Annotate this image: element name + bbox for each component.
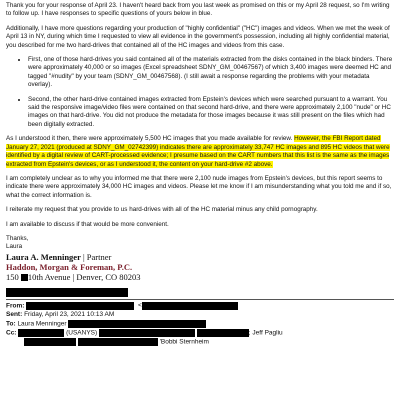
bobbi-name: 'Bobbi Sternheim [159, 339, 209, 346]
divider [6, 299, 394, 300]
sent-line [6, 311, 394, 320]
address-number: 150 [6, 271, 21, 282]
list-item: • Second, the other hard-drive contained images extracted from Epstein's devices which were searched pursuant to a warrant. You said the responsive image/video files were contained on that second hard-drive, and there were approximately 2,100 "nude" or HC images on that hard-drive. You did not produce the metadata for those images because it was still present on the files which had been digitally extracted. [28, 96, 394, 130]
redaction-block [197, 329, 249, 337]
highlighted-text: However, the FBI Report dated January 27, 2021 (produced at SDNY_GM_02742399) indicates there are approximately 33,747 HC images and 895 HC videos that were identified by a digital review of CART-processed evidence; I presume based on the CART numbers that this list is the same as the images extracted from Epstein's devices, or as I understood it, the content on your hard-drive #2 above. [6, 135, 390, 168]
to-label: To: [6, 320, 16, 328]
list-item: • First, one of those hard-drives you said contained all of the materials extracted from the disks contained in the black binders. There were approximately 40,000 or so images (Excel spreadsheet SDNY_GM_00467567) of which 3,400 images were deemed HC and tagged "#nudity" by your team (SDNY_GM_00467568). (I still await a response regarding the problems with your metadata overlay). [28, 56, 394, 90]
address-rest: 10th Avenue | Denver, CO 80203 [27, 271, 141, 282]
to-value: Laura Menninger [17, 320, 67, 328]
cc-usansys: (USANYS) [66, 329, 98, 337]
cc-label: Cc: [6, 329, 17, 337]
paragraph-fbi-report [6, 135, 394, 169]
signature-title: | Partner [80, 251, 112, 262]
paragraph-hc-images: Additionally, I have more questions regarding your production of "highly confidential" ("HC") images and videos. When we met the week of April 13 in NY, during which time I requested to view all evidence in the government's possession, including all highly confidential material, you described for me two hard-drives that contained all of the HC images and videos from this case. [6, 24, 390, 49]
signature-name: Laura A. Menninger [6, 251, 81, 262]
redaction-block [6, 288, 128, 297]
redaction-block [142, 302, 238, 310]
signature-address [6, 272, 394, 282]
signature-name-line [6, 252, 394, 262]
from-line: From: < [6, 302, 394, 311]
cc-continued-line [6, 338, 394, 347]
redaction-block [78, 338, 158, 346]
hard-drive-list [6, 56, 394, 129]
to-line [6, 320, 394, 329]
signer-first-name: Laura [6, 243, 23, 251]
closing: Thanks, [6, 234, 29, 242]
cc-line [6, 329, 394, 338]
redaction-block [26, 302, 134, 310]
signature-firm: Haddon, Morgan & Foreman, P.C. [6, 261, 133, 272]
from-label: From: [6, 302, 25, 310]
cc-jeff: ; Jeff Pagliu [248, 329, 283, 337]
paragraph-unclear: I am completely unclear as to why you informed me that there were 2,100 nude images from Epstein's devices, but this report seems to indicate there were approximately 34,000 HC images and videos. Please let me know if I am misunderstanding what you told me and if so, what the correct information is. [6, 174, 392, 199]
sent-value: Friday, April 23, 2021 10:13 AM [24, 311, 115, 319]
paragraph-available: I am available to discuss if that would be more convenient. [6, 220, 169, 228]
redaction-block [21, 274, 28, 281]
redaction-block [68, 320, 206, 328]
paragraph-request: I reiterate my request that you provide to us hard-drives with all of the HC material minus any child pornography. [6, 206, 318, 214]
email-header [6, 302, 394, 348]
intro-paragraph: Thank you for your response of April 23. I haven't heard back from you last week as promised on this or my April 28 request, so I'm writing to follow up. I have responses to specific questions of yours below in blue. [6, 2, 390, 18]
paragraph-text: As I understood it then, there were approximately 5,500 HC images that you made available for review. [6, 135, 295, 143]
redaction-block [18, 329, 64, 337]
redaction-block [24, 338, 76, 346]
redaction-block [99, 329, 195, 337]
email-body [6, 0, 394, 348]
sent-label: Sent: [6, 311, 23, 319]
